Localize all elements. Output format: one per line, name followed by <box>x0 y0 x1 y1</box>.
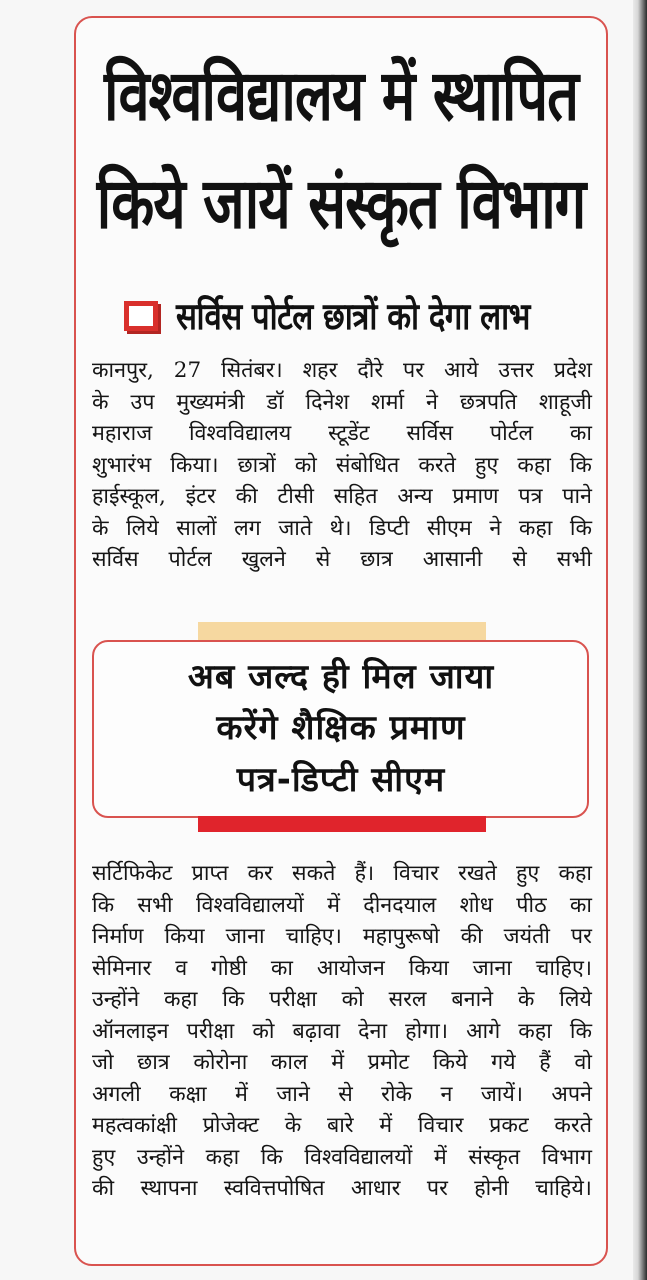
article-word: पोर्टल <box>489 421 534 446</box>
article-word: आधार <box>350 1176 401 1201</box>
article-word: करते <box>554 1113 592 1138</box>
article-word: सर्टिफिकेट <box>92 861 173 886</box>
article-word: का <box>569 892 592 918</box>
article-word: किये <box>432 1050 468 1075</box>
article-word: गये <box>491 1050 516 1075</box>
article-word: विचार <box>417 1113 464 1138</box>
article-line <box>92 1173 592 1205</box>
article-word: लिये <box>126 515 159 541</box>
article-word: करते <box>418 452 456 478</box>
article-word: सकते <box>292 861 336 886</box>
article-word: विश्वविद्यालयों <box>195 892 304 918</box>
article-word: खुलने <box>241 547 286 572</box>
article-line <box>92 387 592 419</box>
article-line <box>92 1047 592 1079</box>
article-word: ने <box>426 389 438 415</box>
headline-line-1: विश्वविद्यालय में स्थापित <box>103 55 579 137</box>
article-word: कि <box>260 1144 283 1170</box>
article-word: जाना <box>225 924 265 949</box>
article-word: निर्माण <box>92 924 144 949</box>
article-word: किया <box>408 955 449 981</box>
article-word: गोष्ठी <box>211 955 247 981</box>
article-word: पोर्टल <box>168 547 212 572</box>
article-word: लग <box>234 515 261 541</box>
article-word: डॉ <box>266 389 284 415</box>
article-word: टीसी <box>277 484 314 509</box>
subheadline: सर्विस पोर्टल छात्रों को देगा लाभ <box>176 295 530 339</box>
article-word: महाराज <box>92 421 153 446</box>
article-word: की <box>235 484 258 509</box>
article-word: के <box>92 389 109 415</box>
article-word: कि <box>569 1018 592 1044</box>
article-word: अन्य <box>397 484 433 509</box>
pullquote-top-bar <box>198 622 486 640</box>
article-word: न <box>440 1081 453 1107</box>
article-word: प्रमाण <box>452 484 499 509</box>
article-word: बढ़ावा <box>292 1018 341 1044</box>
photo-edge-shadow <box>633 0 647 1280</box>
article-word: महापुरूषो <box>362 924 440 949</box>
article-word: पर <box>426 1176 448 1201</box>
article-word: रोके <box>381 1081 413 1107</box>
article-word: कि <box>569 452 592 478</box>
article-word: चाहिये। <box>535 1176 592 1201</box>
article-word: को <box>294 452 317 478</box>
article-word: प्रोजेक्ट <box>202 1113 260 1138</box>
article-line <box>92 953 592 985</box>
article-line <box>92 1016 592 1048</box>
article-word: कि <box>92 892 115 918</box>
article-word: जयंती <box>503 924 550 949</box>
article-word: में <box>235 1081 248 1107</box>
article-word: के <box>284 1113 302 1138</box>
article-line <box>92 544 592 576</box>
article-word: परीक्षा <box>186 1018 235 1044</box>
article-word: रखते <box>458 861 497 886</box>
article-word: दिनेश <box>305 389 350 415</box>
article-word: छत्रपति <box>459 389 517 415</box>
article-word: शाहूजी <box>538 389 592 415</box>
article-word: प्रकट <box>489 1113 529 1138</box>
article-word: में <box>327 892 340 918</box>
red-checkbox-icon <box>124 301 158 331</box>
article-word: जाने <box>276 1081 310 1107</box>
article-word: आयोजन <box>316 955 385 981</box>
article-line <box>92 513 592 545</box>
article-word: की <box>460 924 483 949</box>
article-word: शर्मा <box>371 389 405 415</box>
article-word: में <box>433 1144 447 1170</box>
pullquote-bottom-bar <box>198 816 486 832</box>
article-word: उन्होंने <box>136 1144 185 1170</box>
article-word: कहा <box>558 861 592 886</box>
article-word: दौरे <box>357 358 384 383</box>
article-word: काल <box>270 1050 308 1075</box>
article-word: के <box>92 515 109 541</box>
article-word: पत्र <box>518 484 543 509</box>
article-word: कहा <box>205 1144 240 1170</box>
article-line <box>92 355 592 387</box>
article-word: सभी <box>137 892 173 918</box>
article-word: को <box>341 987 364 1012</box>
article-word: सरल <box>388 987 427 1012</box>
article-word: स्ववित्तपोषित <box>223 1176 325 1201</box>
article-word: सितंबर। <box>221 358 283 383</box>
article-word: बनाने <box>451 987 494 1012</box>
article-word: हाईस्कूल, <box>92 484 166 509</box>
article-word: कानपुर, <box>92 358 154 383</box>
article-word: कोरोना <box>193 1050 248 1075</box>
article-word: सीएम <box>426 515 472 541</box>
article-word: प्राप्त <box>191 861 229 886</box>
article-word: विचार <box>393 861 439 886</box>
article-word: होनी <box>474 1176 509 1201</box>
article-word: विश्वविद्यालयों <box>304 1144 413 1170</box>
article-word: की <box>92 1176 115 1201</box>
article-word: हुए <box>92 1144 116 1170</box>
article-line <box>92 1142 592 1174</box>
article-word: डिप्टी <box>369 515 410 541</box>
article-word: आगे <box>466 1018 501 1044</box>
article-word: कर <box>247 861 273 886</box>
article-word: सर्विस <box>92 547 139 572</box>
article-word: का <box>569 421 592 446</box>
article-word: से <box>338 1081 353 1107</box>
article-word: सर्विस <box>406 421 454 446</box>
headline-line-2: किये जायें संस्कृत विभाग <box>96 163 586 245</box>
article-word: पीठ <box>516 892 547 918</box>
article-word: आये <box>443 358 479 383</box>
article-word: अपने <box>551 1081 592 1107</box>
article-word: कहा <box>163 987 198 1012</box>
article-word: किया। <box>170 452 219 478</box>
article-line <box>92 858 592 890</box>
article-word: ऑनलाइन <box>92 1018 169 1044</box>
article-word: स्थापना <box>140 1176 198 1201</box>
pullquote-line-3: पत्र-डिप्टी सीएम <box>236 760 446 800</box>
article-word: प्रमोट <box>367 1050 410 1075</box>
article-word: महत्वकांक्षी <box>92 1113 177 1138</box>
article-word: हुए <box>474 452 499 478</box>
article-word: से <box>315 547 331 572</box>
article-word: व <box>175 955 188 981</box>
article-word: छात्र <box>137 1050 170 1075</box>
article-word: कहा <box>517 452 551 478</box>
article-word: ने <box>489 515 502 541</box>
article-word: प्रदेश <box>553 358 592 383</box>
subheadline-row <box>124 292 594 340</box>
article-word: उत्तर <box>498 358 534 383</box>
article-line <box>92 450 592 482</box>
article-line <box>92 921 592 953</box>
article-word: कहा <box>518 515 553 541</box>
article-word: अगली <box>92 1081 141 1107</box>
article-word: के <box>517 987 535 1012</box>
article-word: इंटर <box>185 484 216 509</box>
article-word: शहर <box>302 358 338 383</box>
article-line <box>92 984 592 1016</box>
article-line <box>92 1110 592 1142</box>
article-word: जाना <box>472 955 512 981</box>
article-word: छात्र <box>360 547 393 572</box>
article-line <box>92 481 592 513</box>
article-word: में <box>379 1113 393 1138</box>
article-line <box>92 890 592 922</box>
article-word: किया <box>164 924 205 949</box>
article-word: सहित <box>333 484 378 509</box>
article-word: पर <box>403 358 425 383</box>
article-word: सभी <box>556 547 592 572</box>
pullquote-line-2: करेंगे शैक्षिक प्रमाण <box>216 708 466 748</box>
article-word: देना <box>358 1018 388 1044</box>
article-word: सेमिनार <box>92 955 152 981</box>
article-word: कि <box>222 987 245 1012</box>
article-word: जाते <box>278 515 313 541</box>
article-word: उप <box>130 389 155 415</box>
article-word: को <box>252 1018 275 1044</box>
article-body-part-1 <box>92 355 592 576</box>
article-line <box>92 418 592 450</box>
article-word: चाहिए। <box>535 955 592 981</box>
article-word: संबोधित <box>335 452 400 478</box>
article-word: चाहिए। <box>285 924 342 949</box>
article-word: हुए <box>515 861 540 886</box>
article-word: कि <box>569 515 592 541</box>
article-word: से <box>512 547 527 572</box>
article-word: उन्होंने <box>92 987 140 1012</box>
article-word: वो <box>574 1050 592 1075</box>
article-word: होगा। <box>405 1018 448 1044</box>
article-word: जो <box>92 1050 114 1075</box>
article-word: लिये <box>559 987 592 1012</box>
article-word: दीनदयाल <box>363 892 437 918</box>
article-word: शुभारंभ <box>92 452 152 478</box>
article-word: थे। <box>329 515 352 541</box>
article-word: शोध <box>459 892 493 918</box>
article-word: आसानी <box>422 547 483 572</box>
article-word: सालों <box>176 515 217 541</box>
article-word: जायें। <box>480 1081 523 1107</box>
article-word: कक्षा <box>169 1081 207 1107</box>
article-word: स्टूडेंट <box>328 421 370 446</box>
article-word: छात्रों <box>237 452 276 478</box>
article-word: संस्कृत <box>468 1144 521 1170</box>
article-word: पर <box>570 924 592 949</box>
article-word: का <box>270 955 293 981</box>
article-word: विभाग <box>541 1144 592 1170</box>
article-word: में <box>331 1050 345 1075</box>
article-body-part-2 <box>92 858 592 1205</box>
article-word: परीक्षा <box>269 987 317 1012</box>
article-line <box>92 1079 592 1111</box>
article-word: हैं <box>539 1050 551 1075</box>
article-word: मुख्यमंत्री <box>176 389 245 415</box>
article-word: 27 <box>173 358 202 383</box>
article-word: हैं। <box>354 861 375 886</box>
article-word: बारे <box>326 1113 354 1138</box>
pullquote-line-1: अब जल्द ही मिल जाया <box>187 657 495 697</box>
article-word: विश्वविद्यालय <box>188 421 292 446</box>
article-word: पाने <box>562 484 592 509</box>
article-word: कहा <box>518 1018 552 1044</box>
